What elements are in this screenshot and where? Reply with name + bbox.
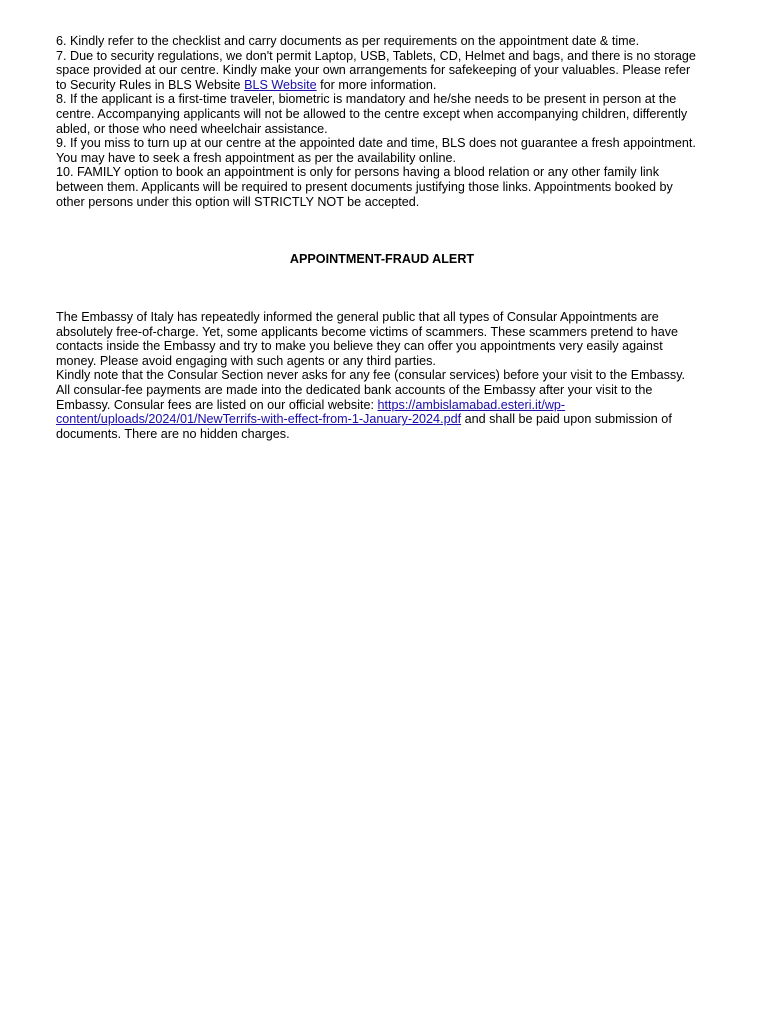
instruction-item-8-line-2: centre. Accompanying applicants will not be allowed to the centre except when accompanying children, differently [56,106,688,121]
fraud-paragraph-2-text: Embassy. Consular fees are listed on our official website: [56,397,378,412]
fraud-paragraph-2-line-5: documents. There are no hidden charges. [56,426,290,441]
fraud-paragraph-2-line-3 [56,398,720,413]
fraud-paragraph-2-line-1: Kindly note that the Consular Section never asks for any fee (consular services) before your visit to the Embassy. [56,368,686,383]
fraud-paragraph-1-line-4: money. Please avoid engaging with such agents or any third parties. [56,353,436,368]
fraud-alert-body [56,310,720,441]
fraud-paragraph-1-line-3: contacts inside the Embassy and try to make you believe they can offer you appointments very easily against [56,339,663,354]
consular-fees-link[interactable]: https://ambislamabad.esteri.it/wp- [377,397,566,412]
bls-website-link[interactable]: BLS Website [244,77,317,92]
instruction-item-10-line-3: other persons under this option will STRICTLY NOT be accepted. [56,194,420,209]
instruction-item-7-line-3 [56,78,720,93]
instruction-item-9-line-1: 9. If you miss to turn up at our centre at the appointed date and time, BLS does not guarantee a fresh appointment. [56,136,696,151]
fraud-paragraph-2-text-end: and shall be paid upon submission of [461,412,672,427]
fraud-paragraph-2-line-4 [56,412,720,427]
fraud-paragraph-1-line-2: absolutely free-of-charge. Yet, some applicants become victims of scammers. These scammers pretend to have [56,324,679,339]
instruction-item-8-line-3: abled, or those who need wheelchair assistance. [56,121,328,136]
consular-fees-link-continued[interactable]: content/uploads/2024/01/NewTerrifs-with-effect-from-1-January-2024.pdf [56,412,462,427]
instruction-item-7-text-end: for more information. [316,77,437,92]
fraud-alert-heading: APPOINTMENT-FRAUD ALERT [289,252,475,266]
instruction-item-9-line-2: You may have to seek a fresh appointment as per the availability online. [56,150,456,165]
instruction-item-8-line-1: 8. If the applicant is a first-time traveler, biometric is mandatory and he/she needs to be present in person at the [56,92,677,107]
fraud-paragraph-1-line-1: The Embassy of Italy has repeatedly informed the general public that all types of Consular Appointments are [56,310,659,324]
instruction-item-10-line-1: 10. FAMILY option to book an appointment is only for persons having a blood relation or any other family link [56,165,659,180]
instruction-item-10-line-2: between them. Applicants will be required to present documents justifying those links. Appointments booked by [56,179,673,194]
fraud-paragraph-2-line-2: All consular-fee payments are made into the dedicated bank accounts of the Embassy after your visit to the [56,382,653,397]
instruction-item-7-text: to Security Rules in BLS Website [56,77,245,92]
instruction-item-7-line-2: space provided at our centre. Kindly make your own arrangements for safekeeping of your valuables. Please refer [56,63,691,78]
instruction-item-7-line-1: 7. Due to security regulations, we don't permit Laptop, USB, Tablets, CD, Helmet and bags, and there is no storage [56,48,696,63]
instruction-item-6: 6. Kindly refer to the checklist and carry documents as per requirements on the appointment date & time. [56,34,640,48]
instructions-list [56,34,720,209]
